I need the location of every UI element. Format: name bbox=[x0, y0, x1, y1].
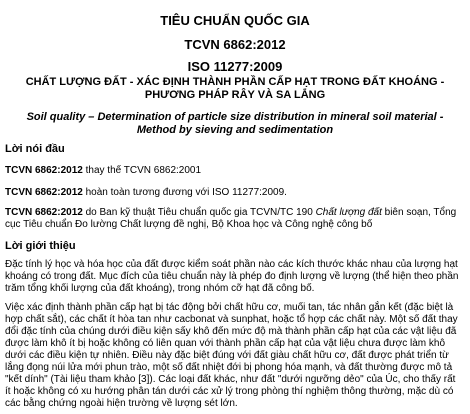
foreword-p3-italic: Chất lượng đất bbox=[315, 207, 382, 218]
foreword-p3-code: TCVN 6862:2012 bbox=[5, 207, 83, 218]
foreword-paragraph-2 bbox=[5, 187, 463, 199]
foreword-heading-block bbox=[5, 143, 463, 155]
foreword-p1-code: TCVN 6862:2012 bbox=[5, 165, 83, 176]
foreword-paragraph-1 bbox=[5, 165, 463, 177]
intro-heading: Lời giới thiệu bbox=[5, 240, 76, 252]
foreword-p3-text-a: do Ban kỹ thuật Tiêu chuẩn quốc gia TCVN/TC 190 bbox=[82, 207, 316, 218]
title-vietnamese: CHẤT LƯỢNG ĐẤT - XÁC ĐỊNH THÀNH PHẦN CẤP HẠT TRONG ĐẤT KHOÁNG - PHƯƠNG PHÁP RÂY VÀ SA LẮNG bbox=[25, 76, 445, 101]
intro-heading-block bbox=[5, 240, 463, 252]
foreword-heading: Lời nói đầu bbox=[5, 143, 65, 155]
foreword-p1-text: thay thế TCVN 6862:2001 bbox=[82, 165, 202, 176]
foreword-p2-code: TCVN 6862:2012 bbox=[5, 187, 83, 198]
standard-code: TCVN 6862:2012 bbox=[184, 37, 286, 52]
intro-paragraph-1 bbox=[5, 259, 463, 295]
title-english: Soil quality – Determination of particle size distribution in mineral soil material - Method by sieving and sedimentation bbox=[26, 111, 444, 136]
foreword-paragraph-3 bbox=[5, 207, 463, 231]
foreword-p3-text-b: biên soạn, Tổng cục Tiêu chuẩn Đo lường Chất lượng đề nghị, Bộ Khoa học và Công nghệ công bố bbox=[5, 207, 457, 230]
foreword-p2-text: hoàn toàn tương đương với ISO 11277:2009. bbox=[82, 187, 287, 198]
intro-p1-text: Đặc tính lý học và hóa học của đất được kiểm soát phần nào các kích thước khác nhau của lượng hạt khoáng có trong đất. Mục đích của tiêu chuẩn này là phép đo định lượng về lượng (thể hiện theo phần trăm tổng khối lượng của đất khoáng), trong nhóm cỡ hạt đã công bố. bbox=[5, 259, 459, 294]
intro-paragraph-2 bbox=[5, 302, 463, 410]
standard-label: TIÊU CHUẨN QUỐC GIA bbox=[160, 13, 310, 28]
intro-p2-text: Việc xác định thành phần cấp hạt bị tác động bởi chất hữu cơ, muối tan, tác nhân gắn kết (đặc biệt là hợp chất sắt), các chất ít hòa tan như cacbonat và sunphat, hoặc tổ hợp các chất này. Một số đất thay đổi đặc tính của chúng dưới điều kiện sấy khô đến mức độ mà thành phần cấp hạt của các vật liệu đã được làm khô ít bị hoặc không có liên quan với thành phần cấp hạt của vật liệu chưa được làm khô dưới các điều kiện tự nhiên. Điều này đặc biệt đúng với đất giàu chất hữu cơ, đất được phát triển từ lắng đọng núi lửa mới phun trào, một số đất nhiệt đới bị phong hóa mạnh, và đất thường được mô tả "kết dính" (Tài liệu tham khảo [3]). Các loại đất khác, như đất "dưới ngưỡng dẻo" của Úc, cho thấy rất ít hoặc không có xu hướng phân tán dưới các xử lý trong phòng thí nghiệm thông thường, mặc dù có các bằng chứng ngoài hiện trường về lượng sét lớn. bbox=[5, 302, 458, 409]
iso-code: ISO 11277:2009 bbox=[187, 59, 283, 74]
